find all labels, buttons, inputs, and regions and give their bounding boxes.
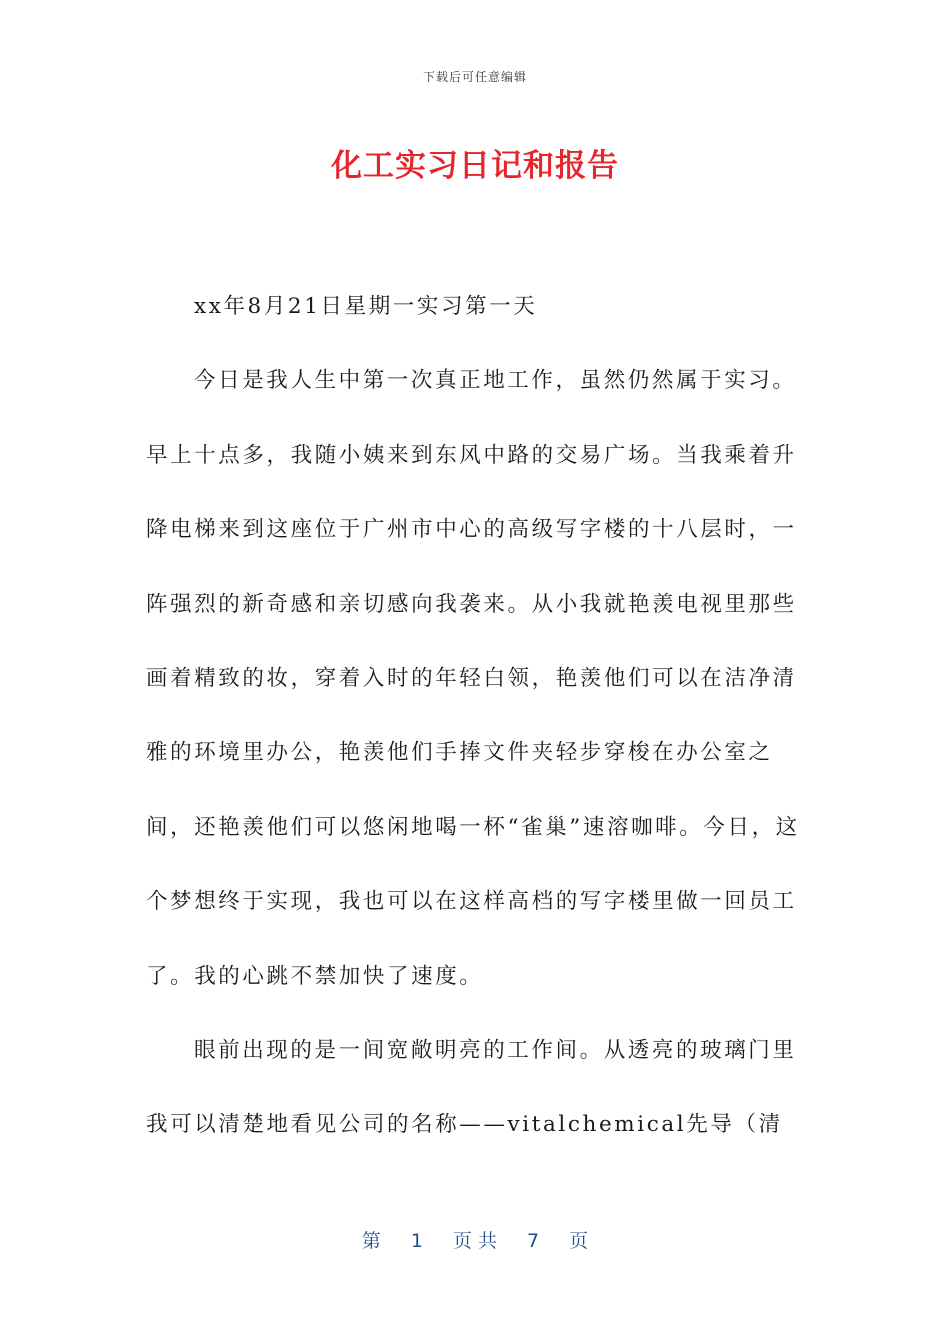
- footer-middle: 页 共: [452, 1230, 498, 1252]
- document-body: [146, 270, 810, 1163]
- footer-total-pages: 7: [527, 1230, 540, 1252]
- paragraph-first-day: 今日是我人生中第一次真正地工作，虽然仍然属于实习。早上十点多，我随小姨来到东风中路的交易广场。当我乘着升降电梯来到这座位于广州市中心的高级写字楼的十八层时，一阵强烈的新奇感和亲切感向我袭来。从小我就艳羡电视里那些画着精致的妆，穿着入时的年轻白领，艳羡他们可以在洁净清雅的环境里办公，艳羡他们手捧文件夹轻步穿梭在办公室之间，还艳羡他们可以悠闲地喝一杯“雀巢”速溶咖啡。今日，这个梦想终于实现，我也可以在这样高档的写字楼里做一回员工了。我的心跳不禁加快了速度。: [146, 368, 800, 989]
- document-title: 化工实习日记和报告: [331, 148, 619, 184]
- page-footer: [0, 1226, 950, 1253]
- paragraph-office: 眼前出现的是一间宽敞明亮的工作间。从透亮的玻璃门里我可以清楚地看见公司的名称——vitalchemical先导（清: [146, 1038, 797, 1138]
- footer-prefix: 第: [361, 1230, 381, 1252]
- paragraph-date: xx年8月21日星期一实习第一天: [194, 294, 538, 319]
- footer-current-page: 1: [410, 1230, 423, 1252]
- header-note: 下载后可任意编辑: [422, 70, 527, 84]
- footer-suffix: 页: [569, 1230, 589, 1252]
